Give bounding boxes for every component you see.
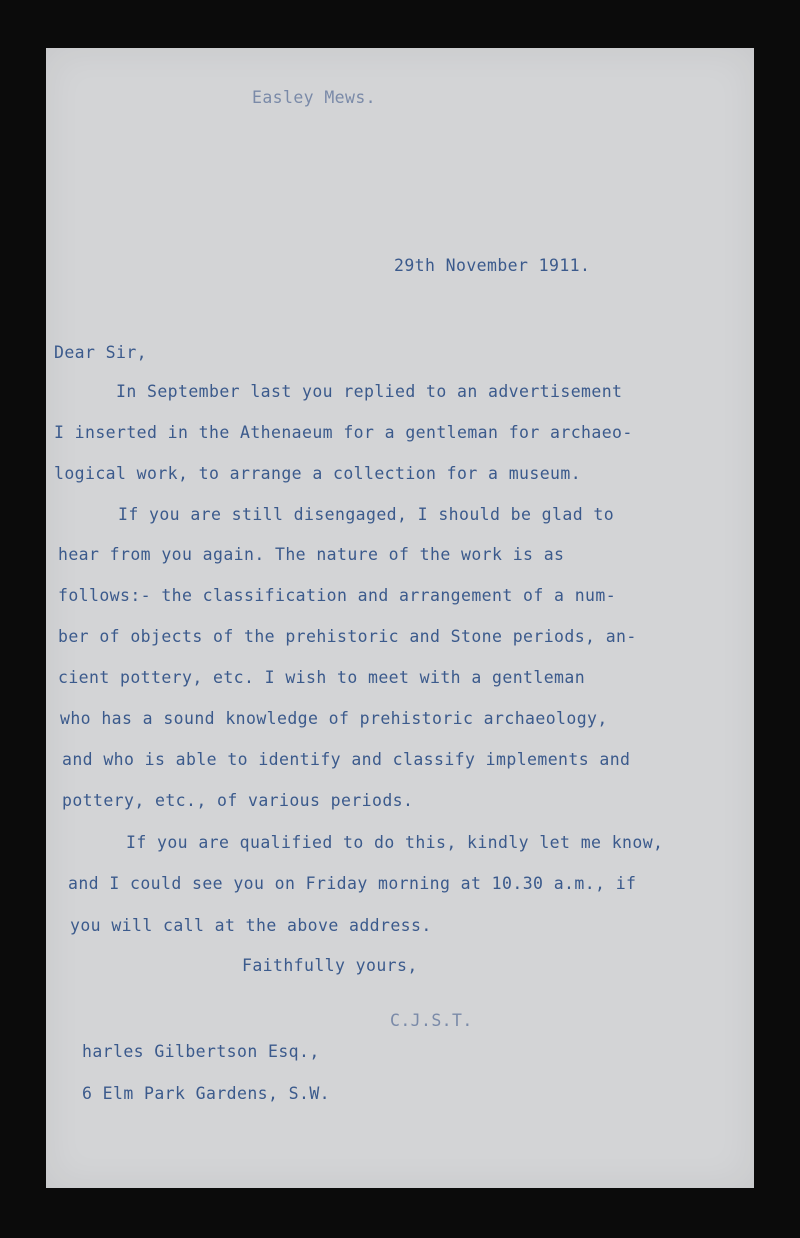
body-line: cient pottery, etc. I wish to meet with a gentleman (58, 668, 586, 687)
body-line: who has a sound knowledge of prehistoric archaeology, (60, 709, 608, 728)
body-line: In September last you replied to an advertisement (116, 382, 623, 401)
body-line: you will call at the above address. (70, 916, 432, 935)
body-line: follows:- the classification and arrangement of a num- (58, 586, 617, 605)
recipient-address: 6 Elm Park Gardens, S.W. (82, 1084, 331, 1103)
body-line: and I could see you on Friday morning at 10.30 a.m., if (68, 874, 637, 893)
body-line: I inserted in the Athenaeum for a gentleman for archaeo- (54, 423, 633, 442)
body-line: If you are still disengaged, I should be glad to (118, 505, 615, 524)
body-line: ber of objects of the prehistoric and Stone periods, an- (58, 627, 637, 646)
letter-paper (46, 48, 754, 1188)
body-line: and who is able to identify and classify implements and (62, 750, 631, 769)
body-line: pottery, etc., of various periods. (62, 791, 414, 810)
body-line: logical work, to arrange a collection for a museum. (54, 464, 582, 483)
letter-date: 29th November 1911. (394, 256, 591, 275)
salutation: Dear Sir, (54, 343, 148, 362)
body-line: hear from you again. The nature of the work is as (58, 545, 565, 564)
body-line: If you are qualified to do this, kindly let me know, (126, 833, 664, 852)
letter-header: Easley Mews. (252, 88, 377, 107)
signature-initials: C.J.S.T. (390, 1011, 473, 1030)
recipient-name: harles Gilbertson Esq., (82, 1042, 320, 1061)
closing: Faithfully yours, (242, 956, 418, 975)
